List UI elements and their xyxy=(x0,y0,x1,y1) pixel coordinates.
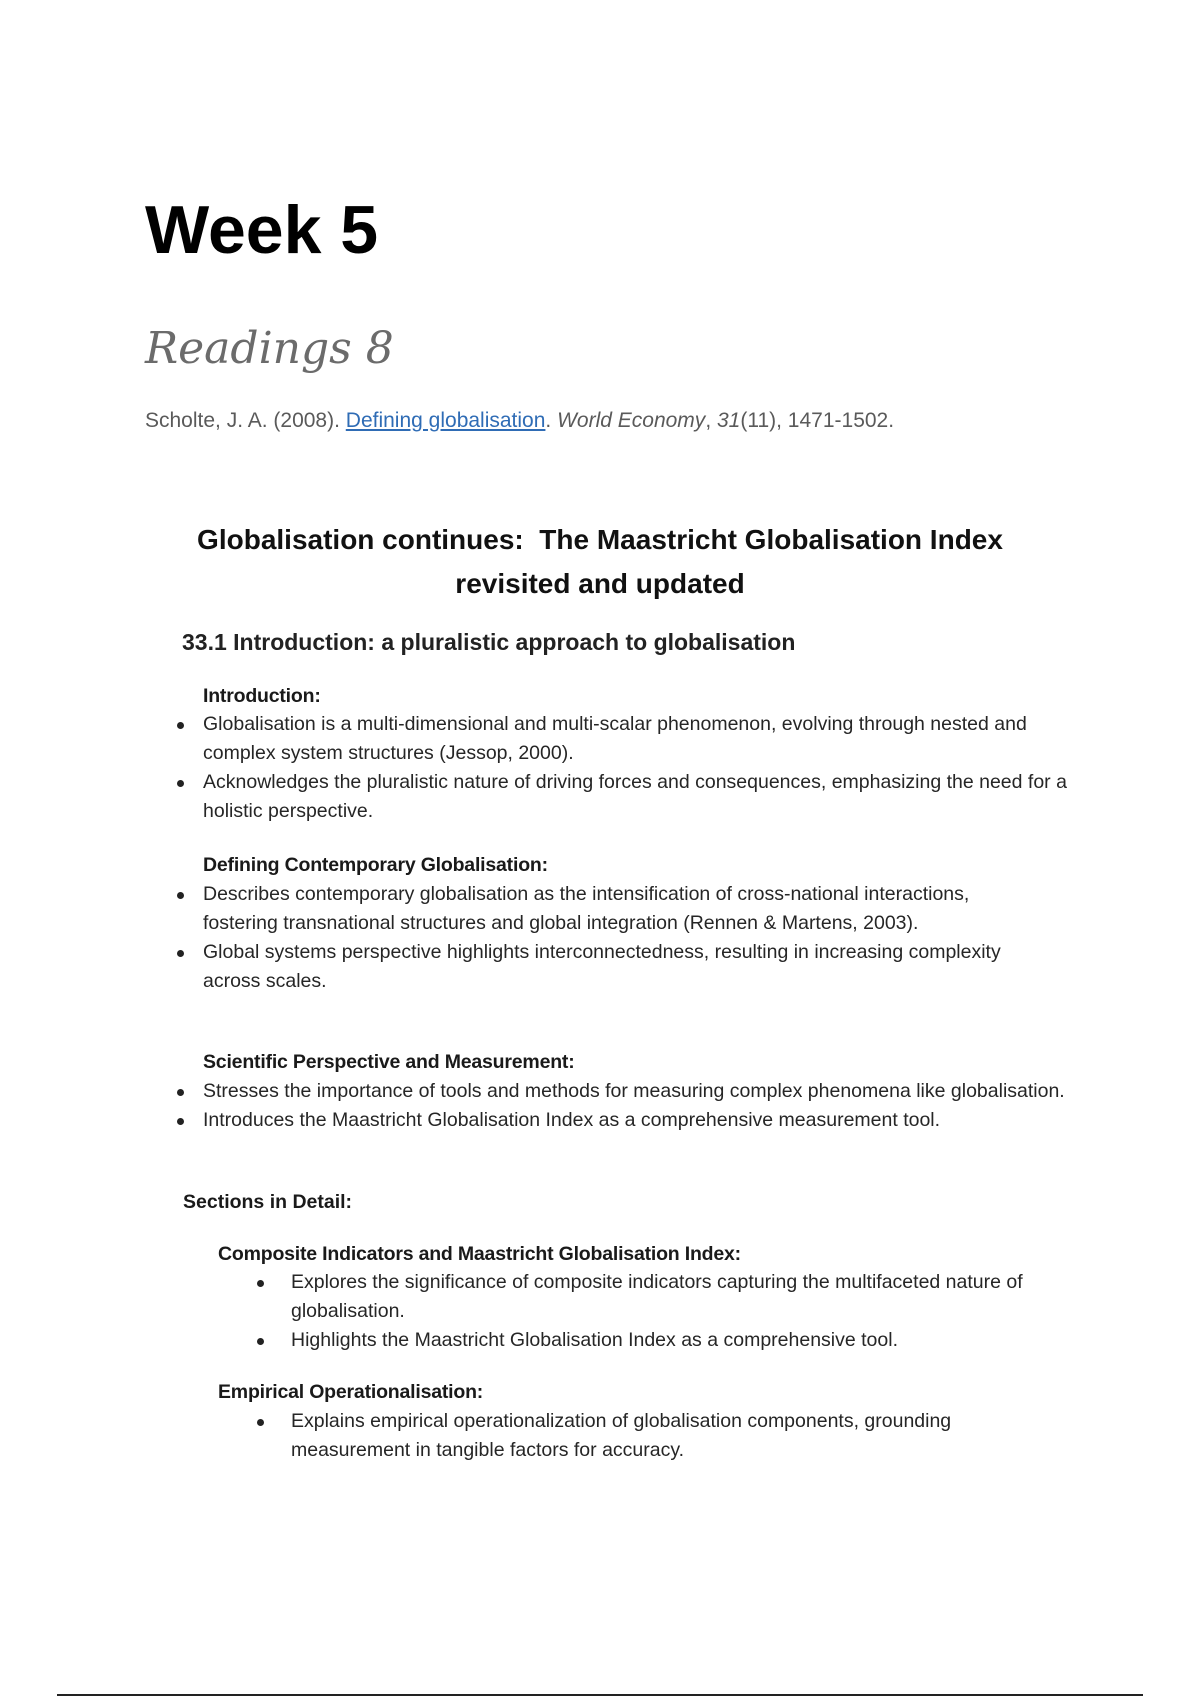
document-title-line1: Globalisation continues: The Maastricht Globalisation Index xyxy=(197,524,1003,555)
sections-in-detail-heading: Sections in Detail: xyxy=(183,1191,353,1213)
list-item: Explores the significance of composite indicators capturing the multifaceted nature of globalisation. xyxy=(255,1268,1055,1326)
empirical-heading: Empirical Operationalisation: xyxy=(218,1381,484,1403)
citation-pages: (11), 1471-1502. xyxy=(740,409,895,432)
section-heading: 33.1 Introduction: a pluralistic approach to globalisation xyxy=(182,629,796,655)
page-bottom-divider xyxy=(57,1694,1143,1696)
composite-heading: Composite Indicators and Maastricht Globalisation Index: xyxy=(218,1243,741,1265)
list-item: Globalisation is a multi-dimensional and multi-scalar phenomenon, evolving through nested and complex system structures (Jessop, 2000). xyxy=(177,710,1067,768)
intro-heading: Introduction: xyxy=(203,685,321,707)
citation-sep: , xyxy=(705,409,717,432)
list-item: Acknowledges the pluralistic nature of driving forces and consequences, emphasizing the need for a holistic perspective. xyxy=(177,768,1067,826)
intro-list xyxy=(177,710,1067,826)
defining-list xyxy=(177,880,1032,996)
citation-volume: 31 xyxy=(716,409,741,432)
citation xyxy=(145,409,894,433)
list-item: Explains empirical operationalization of globalisation components, grounding measurement in tangible factors for accuracy. xyxy=(255,1407,1065,1465)
defining-heading: Defining Contemporary Globalisation: xyxy=(203,854,548,876)
scientific-heading: Scientific Perspective and Measurement: xyxy=(203,1051,575,1073)
empirical-list xyxy=(255,1407,1065,1465)
week-title: Week 5 xyxy=(145,192,379,268)
list-item: Highlights the Maastricht Globalisation Index as a comprehensive tool. xyxy=(255,1326,1055,1355)
composite-list xyxy=(255,1268,1055,1355)
citation-link[interactable]: Defining globalisation xyxy=(345,409,546,432)
document-title-line2: revisited and updated xyxy=(455,568,745,599)
citation-authors: Scholte, J. A. (2008). xyxy=(145,409,346,432)
list-item: Stresses the importance of tools and methods for measuring complex phenomena like globalisation. xyxy=(177,1077,1077,1106)
list-item: Global systems perspective highlights interconnectedness, resulting in increasing complexity across scales. xyxy=(177,938,1032,996)
citation-punct: . xyxy=(545,409,558,432)
document-title xyxy=(140,518,1060,606)
citation-journal: World Economy xyxy=(557,409,706,432)
list-item: Describes contemporary globalisation as the intensification of cross-national interactions, fostering transnational structures and global integration (Rennen & Martens, 2003). xyxy=(177,880,1032,938)
readings-title: Readings 8 xyxy=(145,323,394,374)
list-item: Introduces the Maastricht Globalisation Index as a comprehensive measurement tool. xyxy=(177,1106,1077,1135)
scientific-list xyxy=(177,1077,1077,1135)
